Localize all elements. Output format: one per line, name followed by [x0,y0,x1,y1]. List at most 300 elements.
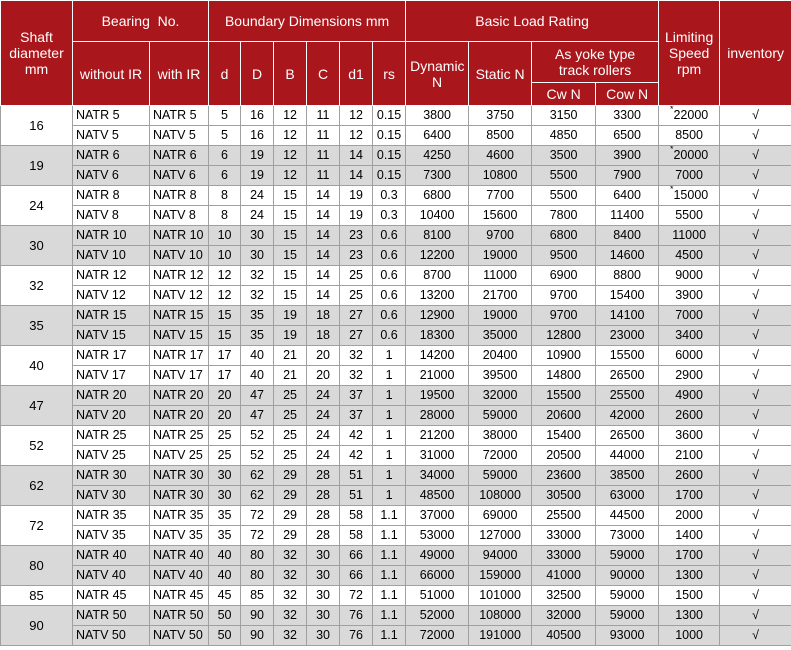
without-ir-cell: NATV 6 [73,166,150,186]
cw-cell: 12800 [532,326,596,346]
without-ir-cell: NATR 10 [73,226,150,246]
d1-cell: 23 [340,226,373,246]
cw-cell: 20500 [532,446,596,466]
header-dynamic: Dynamic N [406,42,469,106]
B-cell: 29 [274,486,307,506]
shaft-diameter-cell: 30 [1,226,73,266]
limiting-speed-cell [659,386,720,406]
B-cell: 25 [274,446,307,466]
dynamic-cell: 18300 [406,326,469,346]
cw-cell: 6800 [532,226,596,246]
dynamic-cell: 52000 [406,606,469,626]
speed-value: 1700 [675,548,704,562]
table-row [1,326,791,346]
limiting-speed-cell [659,206,720,226]
without-ir-cell: NATR 40 [73,546,150,566]
d1-cell: 76 [340,606,373,626]
B-cell: 29 [274,506,307,526]
limiting-speed-cell [659,226,720,246]
cow-cell: 90000 [596,566,659,586]
without-ir-cell: NATV 30 [73,486,150,506]
cw-cell: 7800 [532,206,596,226]
C-cell: 11 [307,126,340,146]
dynamic-cell: 34000 [406,466,469,486]
B-cell: 15 [274,186,307,206]
table-row [1,366,791,386]
B-cell: 21 [274,346,307,366]
D-cell: 85 [241,586,274,606]
limiting-speed-cell [659,546,720,566]
cw-cell: 15400 [532,426,596,446]
speed-value: 4900 [675,388,704,402]
d-cell: 25 [209,446,241,466]
D-cell: 24 [241,186,274,206]
inventory-check-cell: √ [720,186,791,206]
without-ir-cell: NATR 5 [73,106,150,126]
dynamic-cell: 37000 [406,506,469,526]
C-cell: 11 [307,106,340,126]
C-cell: 11 [307,166,340,186]
C-cell: 14 [307,286,340,306]
static-cell: 32000 [469,386,532,406]
cow-cell: 14100 [596,306,659,326]
inventory-check-cell: √ [720,626,791,646]
C-cell: 28 [307,486,340,506]
with-ir-cell: NATR 45 [150,586,209,606]
static-cell: 159000 [469,566,532,586]
rs-cell: 1.1 [373,526,406,546]
rs-cell: 1.1 [373,546,406,566]
without-ir-cell: NATR 35 [73,506,150,526]
inventory-check-cell: √ [720,146,791,166]
inventory-check-cell: √ [720,386,791,406]
without-ir-cell: NATV 10 [73,246,150,266]
rs-cell: 0.6 [373,226,406,246]
inventory-check-cell: √ [720,406,791,426]
limiting-speed-cell [659,146,720,166]
d1-cell: 51 [340,466,373,486]
cw-cell: 3500 [532,146,596,166]
header-c: C [307,42,340,106]
d-cell: 20 [209,406,241,426]
d-cell: 12 [209,266,241,286]
dynamic-cell: 21200 [406,426,469,446]
header-limiting-speed: Limiting Speed rpm [659,1,720,106]
without-ir-cell: NATR 8 [73,186,150,206]
with-ir-cell: NATV 35 [150,526,209,546]
with-ir-cell: NATR 30 [150,486,209,506]
C-cell: 30 [307,566,340,586]
without-ir-cell: NATV 35 [73,526,150,546]
limiting-speed-cell [659,366,720,386]
C-cell: 28 [307,506,340,526]
C-cell: 30 [307,606,340,626]
speed-value: 11000 [672,228,707,242]
d1-cell: 58 [340,526,373,546]
C-cell: 18 [307,306,340,326]
header-b: B [274,42,307,106]
shaft-diameter-cell: 40 [1,346,73,386]
static-cell: 59000 [469,466,532,486]
d1-cell: 37 [340,386,373,406]
speed-value: 2900 [675,368,704,382]
without-ir-cell: NATR 15 [73,306,150,326]
with-ir-cell: NATR 40 [150,546,209,566]
speed-footnote-mark: * [669,145,674,154]
static-cell: 11000 [469,266,532,286]
static-cell: 127000 [469,526,532,546]
header-basic-load-rating: Basic Load Rating [406,1,659,42]
with-ir-cell: NATR 17 [150,346,209,366]
rs-cell: 1 [373,406,406,426]
shaft-diameter-cell: 35 [1,306,73,346]
d-cell: 8 [209,186,241,206]
with-ir-cell: NATR 35 [150,506,209,526]
D-cell: 80 [241,566,274,586]
table-row [1,446,791,466]
without-ir-cell: NATV 8 [73,206,150,226]
d-cell: 15 [209,306,241,326]
limiting-speed-cell [659,186,720,206]
limiting-speed-cell [659,246,720,266]
d1-cell: 14 [340,166,373,186]
dynamic-cell: 53000 [406,526,469,546]
D-cell: 35 [241,326,274,346]
inventory-check-cell: √ [720,606,791,626]
inventory-check-cell: √ [720,326,791,346]
C-cell: 18 [307,326,340,346]
table-row [1,286,791,306]
header-shaft-diameter: Shaft diameter mm [1,1,73,106]
rs-cell: 0.6 [373,246,406,266]
d1-cell: 51 [340,486,373,506]
rs-cell: 1 [373,386,406,406]
dynamic-cell: 28000 [406,406,469,426]
rs-cell: 0.6 [373,326,406,346]
static-cell: 94000 [469,546,532,566]
with-ir-cell: NATV 5 [150,126,209,146]
inventory-check-cell: √ [720,546,791,566]
limiting-speed-cell [659,586,720,606]
without-ir-cell: NATV 5 [73,126,150,146]
without-ir-cell: NATR 45 [73,586,150,606]
D-cell: 19 [241,166,274,186]
without-ir-cell: NATV 50 [73,626,150,646]
d-cell: 12 [209,286,241,306]
limiting-speed-cell [659,506,720,526]
cw-cell: 14800 [532,366,596,386]
with-ir-cell: NATR 8 [150,186,209,206]
rs-cell: 0.3 [373,206,406,226]
inventory-check-cell: √ [720,466,791,486]
D-cell: 24 [241,206,274,226]
cw-cell: 5500 [532,186,596,206]
d-cell: 50 [209,626,241,646]
dynamic-cell: 19500 [406,386,469,406]
d1-cell: 37 [340,406,373,426]
with-ir-cell: NATR 50 [150,606,209,626]
table-row [1,606,791,626]
static-cell: 19000 [469,246,532,266]
D-cell: 90 [241,626,274,646]
D-cell: 52 [241,426,274,446]
table-row [1,506,791,526]
table-row [1,346,791,366]
speed-value: 22000 [673,108,709,122]
rs-cell: 0.6 [373,266,406,286]
rs-cell: 1 [373,486,406,506]
cow-cell: 11400 [596,206,659,226]
static-cell: 21700 [469,286,532,306]
with-ir-cell: NATR 5 [150,106,209,126]
d1-cell: 23 [340,246,373,266]
static-cell: 35000 [469,326,532,346]
static-cell: 59000 [469,406,532,426]
B-cell: 12 [274,146,307,166]
cow-cell: 44000 [596,446,659,466]
speed-value: 20000 [673,148,709,162]
C-cell: 30 [307,626,340,646]
shaft-diameter-cell: 72 [1,506,73,546]
without-ir-cell: NATR 30 [73,466,150,486]
static-cell: 8500 [469,126,532,146]
cw-cell: 23600 [532,466,596,486]
speed-value: 1400 [675,528,704,542]
D-cell: 35 [241,306,274,326]
B-cell: 12 [274,166,307,186]
static-cell: 19000 [469,306,532,326]
d1-cell: 66 [340,546,373,566]
header-cow: Cow N [596,83,659,106]
cow-cell: 25500 [596,386,659,406]
speed-value: 15000 [673,188,709,202]
B-cell: 15 [274,206,307,226]
table-row [1,626,791,646]
static-cell: 39500 [469,366,532,386]
rs-cell: 1.1 [373,506,406,526]
cow-cell: 59000 [596,546,659,566]
cow-cell: 3900 [596,146,659,166]
D-cell: 19 [241,146,274,166]
cow-cell: 63000 [596,486,659,506]
rs-cell: 1 [373,466,406,486]
dynamic-cell: 8100 [406,226,469,246]
with-ir-cell: NATV 8 [150,206,209,226]
inventory-check-cell: √ [720,346,791,366]
header-d1: d1 [340,42,373,106]
dynamic-cell: 49000 [406,546,469,566]
B-cell: 25 [274,386,307,406]
d1-cell: 14 [340,146,373,166]
header-inventory: inventory [720,1,791,106]
without-ir-cell: NATR 17 [73,346,150,366]
limiting-speed-cell [659,426,720,446]
shaft-diameter-cell: 52 [1,426,73,466]
without-ir-cell: NATR 25 [73,426,150,446]
limiting-speed-cell [659,486,720,506]
D-cell: 16 [241,106,274,126]
speed-value: 3600 [675,428,704,442]
speed-value: 2000 [675,508,704,522]
limiting-speed-cell [659,346,720,366]
table-row [1,106,791,126]
header-cw: Cw N [532,83,596,106]
speed-value: 3900 [675,288,704,302]
cow-cell: 8400 [596,226,659,246]
d-cell: 50 [209,606,241,626]
dynamic-cell: 6800 [406,186,469,206]
dynamic-cell: 66000 [406,566,469,586]
dynamic-cell: 12200 [406,246,469,266]
cw-cell: 4850 [532,126,596,146]
d-cell: 10 [209,246,241,266]
table-row [1,306,791,326]
without-ir-cell: NATV 40 [73,566,150,586]
rs-cell: 0.6 [373,306,406,326]
table-row [1,526,791,546]
C-cell: 14 [307,206,340,226]
C-cell: 20 [307,366,340,386]
with-ir-cell: NATV 50 [150,626,209,646]
table-row [1,166,791,186]
inventory-check-cell: √ [720,286,791,306]
header-static: Static N [469,42,532,106]
d-cell: 10 [209,226,241,246]
d-cell: 30 [209,466,241,486]
limiting-speed-cell [659,306,720,326]
cw-cell: 32500 [532,586,596,606]
B-cell: 19 [274,326,307,346]
limiting-speed-cell [659,126,720,146]
C-cell: 11 [307,146,340,166]
C-cell: 30 [307,546,340,566]
inventory-check-cell: √ [720,126,791,146]
cw-cell: 6900 [532,266,596,286]
D-cell: 40 [241,346,274,366]
table-row [1,266,791,286]
limiting-speed-cell [659,406,720,426]
table-row [1,186,791,206]
speed-value: 6000 [675,348,704,362]
B-cell: 32 [274,606,307,626]
d1-cell: 12 [340,126,373,146]
speed-value: 1300 [675,608,704,622]
with-ir-cell: NATR 20 [150,386,209,406]
dynamic-cell: 21000 [406,366,469,386]
static-cell: 10800 [469,166,532,186]
dynamic-cell: 10400 [406,206,469,226]
d-cell: 8 [209,206,241,226]
dynamic-cell: 6400 [406,126,469,146]
B-cell: 15 [274,246,307,266]
table-row [1,126,791,146]
B-cell: 29 [274,466,307,486]
B-cell: 12 [274,106,307,126]
cow-cell: 15500 [596,346,659,366]
cw-cell: 40500 [532,626,596,646]
speed-value: 3400 [675,328,704,342]
cw-cell: 10900 [532,346,596,366]
cow-cell: 3300 [596,106,659,126]
table-row [1,486,791,506]
rs-cell: 1 [373,446,406,466]
C-cell: 24 [307,446,340,466]
rs-cell: 1.1 [373,586,406,606]
limiting-speed-cell [659,166,720,186]
D-cell: 32 [241,286,274,306]
d1-cell: 32 [340,346,373,366]
C-cell: 14 [307,226,340,246]
speed-value: 2100 [675,448,704,462]
inventory-check-cell: √ [720,586,791,606]
d1-cell: 27 [340,326,373,346]
C-cell: 28 [307,526,340,546]
cow-cell: 23000 [596,326,659,346]
without-ir-cell: NATV 17 [73,366,150,386]
header-bearing-no: Bearing No. [73,1,209,42]
cow-cell: 6500 [596,126,659,146]
d-cell: 6 [209,166,241,186]
speed-value: 9000 [675,268,704,282]
D-cell: 30 [241,246,274,266]
dynamic-cell: 7300 [406,166,469,186]
table-row [1,566,791,586]
inventory-check-cell: √ [720,486,791,506]
speed-value: 5500 [675,208,704,222]
C-cell: 30 [307,586,340,606]
cow-cell: 42000 [596,406,659,426]
speed-value: 1700 [675,488,704,502]
table-row [1,586,791,606]
cow-cell: 59000 [596,586,659,606]
with-ir-cell: NATR 30 [150,466,209,486]
d1-cell: 12 [340,106,373,126]
d1-cell: 66 [340,566,373,586]
rs-cell: 1.1 [373,606,406,626]
table-row [1,206,791,226]
shaft-diameter-cell: 32 [1,266,73,306]
cow-cell: 93000 [596,626,659,646]
d-cell: 25 [209,426,241,446]
limiting-speed-cell [659,526,720,546]
d-cell: 40 [209,546,241,566]
d1-cell: 76 [340,626,373,646]
with-ir-cell: NATR 10 [150,226,209,246]
speed-value: 1300 [675,568,704,582]
d1-cell: 58 [340,506,373,526]
C-cell: 20 [307,346,340,366]
C-cell: 14 [307,266,340,286]
d1-cell: 19 [340,206,373,226]
inventory-check-cell: √ [720,246,791,266]
header-d: d [209,42,241,106]
cow-cell: 73000 [596,526,659,546]
inventory-check-cell: √ [720,526,791,546]
d-cell: 35 [209,526,241,546]
cw-cell: 25500 [532,506,596,526]
B-cell: 15 [274,266,307,286]
limiting-speed-cell [659,266,720,286]
inventory-check-cell: √ [720,206,791,226]
B-cell: 25 [274,426,307,446]
with-ir-cell: NATR 12 [150,266,209,286]
C-cell: 28 [307,466,340,486]
inventory-check-cell: √ [720,106,791,126]
dynamic-cell: 31000 [406,446,469,466]
header-boundary-dimensions: Boundary Dimensions mm [209,1,406,42]
C-cell: 24 [307,386,340,406]
table-row [1,426,791,446]
